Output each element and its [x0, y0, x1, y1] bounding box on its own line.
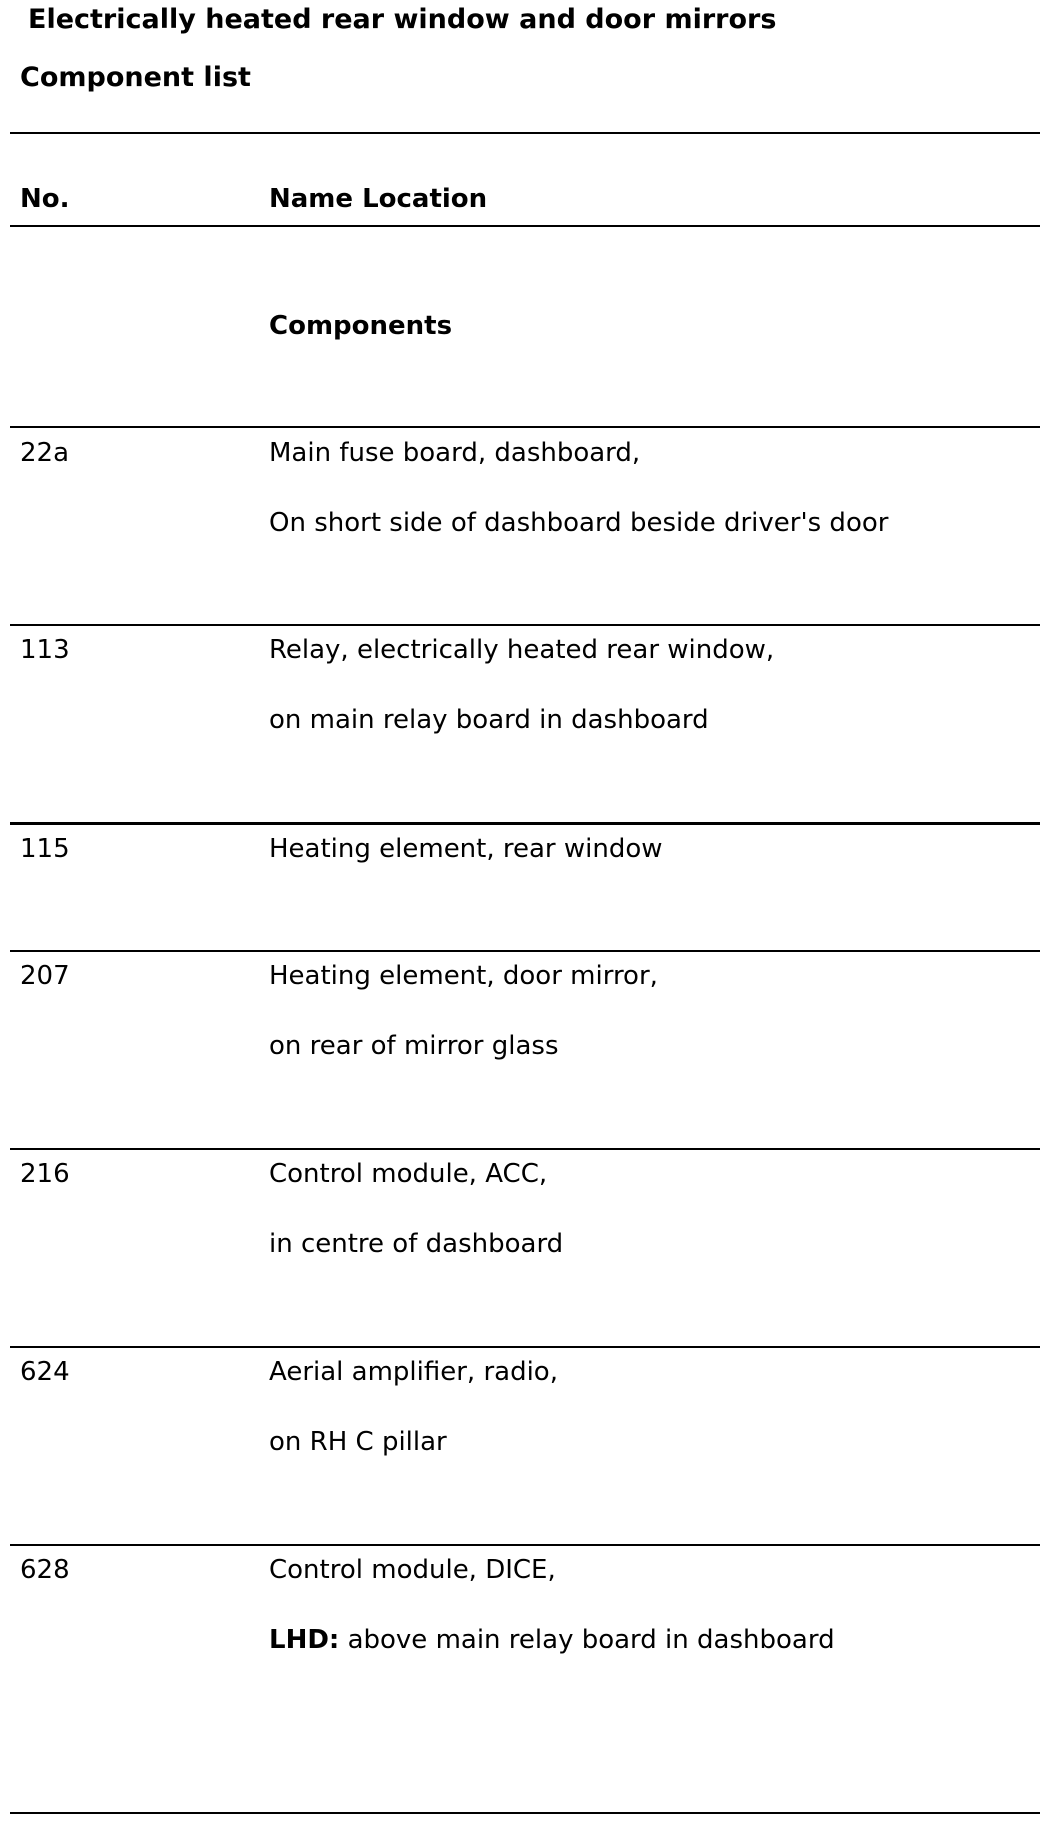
row-number: 115 — [20, 834, 70, 864]
row-divider — [10, 1346, 1040, 1348]
row-divider — [10, 822, 1040, 825]
row-number: 628 — [20, 1555, 70, 1585]
row-name: Control module, ACC, — [269, 1159, 548, 1189]
row-divider — [10, 950, 1040, 952]
location-text: above main relay board in dashboard — [339, 1625, 835, 1655]
row-location: on RH C pillar — [269, 1427, 447, 1457]
row-location: On short side of dashboard beside driver's door — [269, 508, 889, 538]
table-top-rule — [10, 132, 1040, 134]
row-location: in centre of dashboard — [269, 1229, 564, 1259]
header-name-location: Name Location — [269, 184, 488, 214]
row-divider — [10, 1544, 1040, 1546]
row-name: Main fuse board, dashboard, — [269, 438, 641, 468]
row-number: 113 — [20, 635, 70, 665]
row-divider — [10, 1148, 1040, 1150]
row-name: Aerial amplifier, radio, — [269, 1357, 558, 1387]
row-name: Control module, DICE, — [269, 1555, 556, 1585]
location-prefix: LHD: — [269, 1625, 340, 1655]
row-name: Heating element, door mirror, — [269, 961, 658, 991]
document-subtitle: Component list — [20, 62, 251, 93]
header-rule — [10, 225, 1040, 227]
row-location — [269, 1625, 835, 1655]
row-number: 624 — [20, 1357, 70, 1387]
row-divider — [10, 624, 1040, 626]
section-heading: Components — [269, 311, 453, 341]
document-title: Electrically heated rear window and door mirrors — [28, 4, 777, 35]
row-number: 207 — [20, 961, 70, 991]
row-location: on main relay board in dashboard — [269, 705, 709, 735]
row-location: on rear of mirror glass — [269, 1031, 559, 1061]
row-number: 22a — [20, 438, 70, 468]
header-no: No. — [20, 184, 70, 214]
row-number: 216 — [20, 1159, 70, 1189]
table-bottom-rule — [10, 1812, 1040, 1814]
row-name: Heating element, rear window — [269, 834, 663, 864]
row-name: Relay, electrically heated rear window, — [269, 635, 775, 665]
row-divider — [10, 426, 1040, 428]
